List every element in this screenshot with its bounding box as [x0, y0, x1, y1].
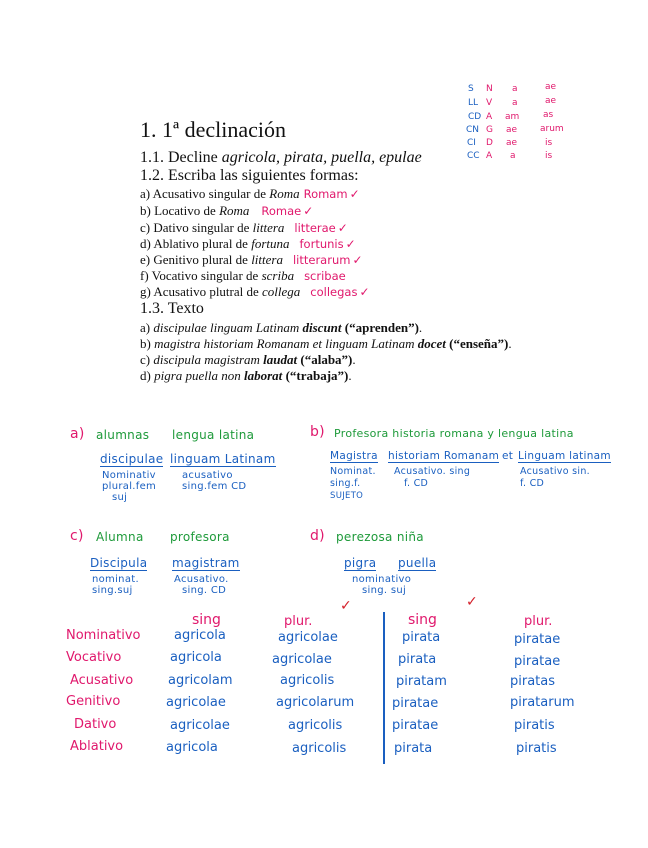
analysis-line: sing.f. — [330, 478, 361, 489]
texto-sentence — [140, 336, 512, 352]
item-prompt: g) Acusativo plutral de — [140, 284, 263, 299]
case-letter: A — [486, 112, 493, 122]
note-a-word-1: discipulae — [100, 452, 164, 466]
sentence-latin: discipulae linguam Latinam — [153, 320, 303, 335]
note-d-gloss: perezosa niña — [336, 530, 424, 544]
item-prompt: d) Ablativo plural de — [140, 236, 252, 251]
ending-pl: ae — [545, 96, 557, 106]
section-1-1-words: agricola, pirata, puella, epulae — [221, 149, 422, 166]
ending-pl: is — [545, 138, 553, 148]
note-a-label: a) — [70, 426, 85, 442]
analysis-line: Nominativ — [102, 470, 156, 481]
case-label: Vocativo — [66, 650, 122, 665]
exercise-item — [140, 186, 360, 202]
check-icon: ✓ — [337, 221, 348, 235]
check-icon: ✓ — [359, 285, 370, 299]
item-prompt: f) Vocativo singular de — [140, 268, 262, 283]
col-header-plur: plur. — [524, 614, 553, 629]
analysis-line: plural.fem — [102, 481, 157, 492]
check-icon: ✓ — [352, 253, 363, 267]
note-d-analysis — [352, 574, 411, 596]
note-c-word-1: Discipula — [90, 556, 148, 570]
item-answer: fortunis — [299, 237, 344, 251]
analysis-line: Nominat. — [330, 466, 376, 477]
sentence-label: c) — [140, 352, 154, 367]
case-abbr: CN — [466, 125, 480, 135]
cell-pirata-pl: piratae — [514, 632, 561, 647]
ending-pl: arum — [540, 124, 564, 134]
item-answer: Romae — [261, 204, 302, 218]
exercise-item — [140, 220, 348, 236]
cell-agricola-pl: agricolis — [288, 718, 343, 733]
item-answer: litterae — [294, 221, 336, 235]
table-divider — [383, 612, 385, 764]
cell-pirata-pl: piratas — [510, 674, 556, 689]
item-word: scriba — [261, 268, 295, 283]
analysis-line: f. CD — [520, 478, 545, 489]
check-icon: ✓ — [466, 594, 478, 610]
sentence-verb: discunt — [302, 320, 342, 335]
case-letter: D — [486, 138, 493, 148]
cell-agricola-sg: agricola — [174, 628, 226, 643]
note-d-label: d) — [310, 528, 325, 544]
sentence-verb: laudat — [263, 352, 298, 367]
analysis-line: f. CD — [404, 478, 429, 489]
item-word: littera — [252, 220, 285, 235]
cell-agricola-sg: agricolae — [170, 718, 230, 733]
analysis-line: sing. suj — [362, 585, 407, 596]
ending-pl: is — [545, 151, 553, 161]
cell-pirata-sg: pirata — [394, 741, 433, 756]
note-a-analysis-2 — [182, 470, 246, 492]
note-c-analysis-1 — [92, 574, 139, 596]
case-label: Ablativo — [70, 739, 124, 754]
ending-pl: ae — [545, 82, 557, 92]
sentence-label: a) — [140, 320, 154, 335]
case-label: Dativo — [74, 717, 117, 732]
case-abbr: CI — [467, 138, 476, 148]
check-icon: ✓ — [340, 598, 352, 614]
cell-pirata-pl: piratarum — [510, 695, 575, 710]
analysis-line: suj — [112, 492, 128, 503]
item-answer: litterarum — [292, 253, 351, 267]
cell-agricola-pl: agricolis — [292, 741, 347, 756]
col-header-plur: plur. — [284, 614, 313, 629]
note-a-gloss-1: alumnas — [96, 428, 150, 442]
cell-agricola-sg: agricolam — [168, 673, 233, 688]
case-label: Genitivo — [66, 694, 121, 709]
analysis-line: sing. CD — [182, 585, 227, 596]
check-icon: ✓ — [349, 187, 360, 201]
case-abbr: LL — [468, 98, 479, 108]
cell-agricola-sg: agricola — [166, 740, 218, 755]
note-a-gloss-2: lengua latina — [172, 428, 255, 442]
check-icon: ✓ — [303, 204, 314, 218]
ending-sg: a — [510, 151, 516, 161]
item-word: littera — [251, 252, 283, 267]
analysis-line: nominat. — [92, 574, 139, 585]
sentence-gloss: (“aprenden”) — [341, 320, 419, 335]
case-label: Nominativo — [66, 628, 141, 643]
sentence-end: . — [352, 352, 356, 367]
ending-sg: am — [505, 112, 520, 122]
section-1-1 — [140, 149, 422, 167]
note-d-word-2: puella — [398, 556, 437, 570]
col-header-sing: sing — [192, 612, 221, 628]
note-b-word-3: Linguam latinam — [518, 450, 611, 462]
exercise-item — [140, 236, 356, 252]
cell-pirata-sg: piratae — [392, 718, 439, 733]
exercise-item — [140, 203, 313, 219]
section-1-2: 1.2. Escriba las siguientes formas: — [140, 167, 359, 184]
note-b-analysis-1 — [330, 466, 376, 502]
cell-agricola-pl: agricolarum — [276, 695, 355, 710]
cell-pirata-sg: piratam — [396, 674, 447, 689]
item-answer: Romam — [303, 187, 348, 201]
note-b-analysis-2 — [394, 466, 470, 490]
cell-agricola-pl: agricolae — [272, 652, 332, 667]
ending-pl: as — [543, 110, 554, 120]
cell-pirata-sg: pirata — [398, 652, 437, 667]
item-answer: collegas — [310, 285, 358, 299]
cell-agricola-pl: agricolis — [280, 673, 335, 688]
exercise-item — [140, 252, 363, 268]
item-word: Roma — [269, 186, 300, 201]
analysis-line: Acusativo sin. — [520, 466, 590, 477]
item-word: Roma — [219, 203, 250, 218]
cell-pirata-sg: pirata — [402, 630, 441, 645]
sentence-gloss: (“alaba”) — [297, 352, 353, 367]
ending-sg: a — [512, 98, 518, 108]
note-b-gloss: Profesora historia romana y lengua latina — [334, 427, 574, 440]
sentence-gloss: (“enseña”) — [445, 336, 509, 351]
cell-agricola-sg: agricola — [170, 650, 222, 665]
cell-pirata-pl: piratis — [516, 741, 557, 756]
note-d-word-1: pigra — [344, 556, 377, 570]
sentence-latin: pigra puella non — [154, 368, 245, 383]
case-abbr: S — [468, 84, 474, 94]
note-a-analysis-1 — [102, 470, 156, 503]
case-letter: A — [486, 151, 493, 161]
note-c-gloss-1: Alumna — [96, 530, 144, 544]
texto-sentence — [140, 368, 352, 384]
sentence-verb: docet — [417, 336, 446, 351]
case-label: Acusativo — [70, 673, 134, 688]
case-letter: N — [486, 84, 493, 94]
sentence-verb: laborat — [244, 368, 283, 383]
note-b-word-1: Magistra — [330, 450, 378, 462]
note-b-label: b) — [310, 424, 325, 440]
analysis-line: acusativo — [182, 470, 233, 481]
cell-pirata-sg: piratae — [392, 696, 439, 711]
item-answer: scribae — [304, 269, 346, 283]
note-c-analysis-2 — [174, 574, 229, 596]
item-prompt: b) Locativo de — [140, 203, 220, 218]
section-1-1-text: 1.1. Decline — [140, 149, 222, 166]
texto-sentence — [140, 320, 422, 336]
note-b-analysis-3 — [520, 466, 590, 490]
analysis-line: sing.fem CD — [182, 481, 247, 492]
note-c-word-2: magistram — [172, 556, 240, 570]
exercise-item — [140, 268, 346, 284]
exercise-item — [140, 284, 370, 300]
item-prompt: a) Acusativo singular de — [140, 186, 270, 201]
cell-pirata-pl: piratis — [514, 718, 555, 733]
note-c-gloss-2: profesora — [170, 530, 230, 544]
analysis-line: sing.suj — [92, 585, 133, 596]
sentence-label: b) — [140, 336, 155, 351]
case-letter: V — [486, 98, 493, 108]
col-header-sing: sing — [408, 612, 437, 628]
sentence-label: d) — [140, 368, 155, 383]
sentence-end: . — [508, 336, 512, 351]
cell-agricola-pl: agricolae — [278, 630, 338, 645]
cell-agricola-sg: agricolae — [166, 695, 226, 710]
analysis-line: Acusativo. sing — [394, 466, 471, 477]
ending-sg: a — [512, 84, 518, 94]
sentence-end: . — [418, 320, 423, 335]
page-title: 1. 1ª declinación — [140, 117, 286, 142]
analysis-line: SUJETO — [330, 491, 364, 501]
sentence-latin: discipula magistram — [153, 352, 264, 367]
item-prompt: c) Dativo singular de — [140, 220, 253, 235]
sentence-gloss: (“trabaja”) — [282, 368, 349, 383]
case-abbr: CD — [468, 112, 482, 122]
section-1-3: 1.3. Texto — [140, 300, 204, 317]
ending-sg: ae — [506, 138, 518, 148]
item-word: fortuna — [251, 236, 290, 251]
ending-sg: ae — [506, 125, 518, 135]
note-a-word-2: linguam Latinam — [170, 452, 276, 466]
check-icon: ✓ — [345, 237, 356, 251]
cell-pirata-pl: piratae — [514, 654, 561, 669]
note-b-et: et — [502, 450, 514, 462]
case-letter: G — [486, 125, 493, 135]
analysis-line: Acusativo. — [174, 574, 229, 585]
item-word: collega — [262, 284, 301, 299]
item-prompt: e) Genitivo plural de — [140, 252, 252, 267]
note-c-label: c) — [70, 528, 84, 544]
analysis-line: nominativo — [352, 574, 412, 585]
note-b-word-2: historiam Romanam — [388, 450, 500, 462]
texto-sentence — [140, 352, 356, 368]
case-abbr: CC — [467, 151, 480, 161]
sentence-end: . — [348, 368, 352, 383]
sentence-latin: magistra historiam Romanam et linguam Latinam — [154, 336, 418, 351]
